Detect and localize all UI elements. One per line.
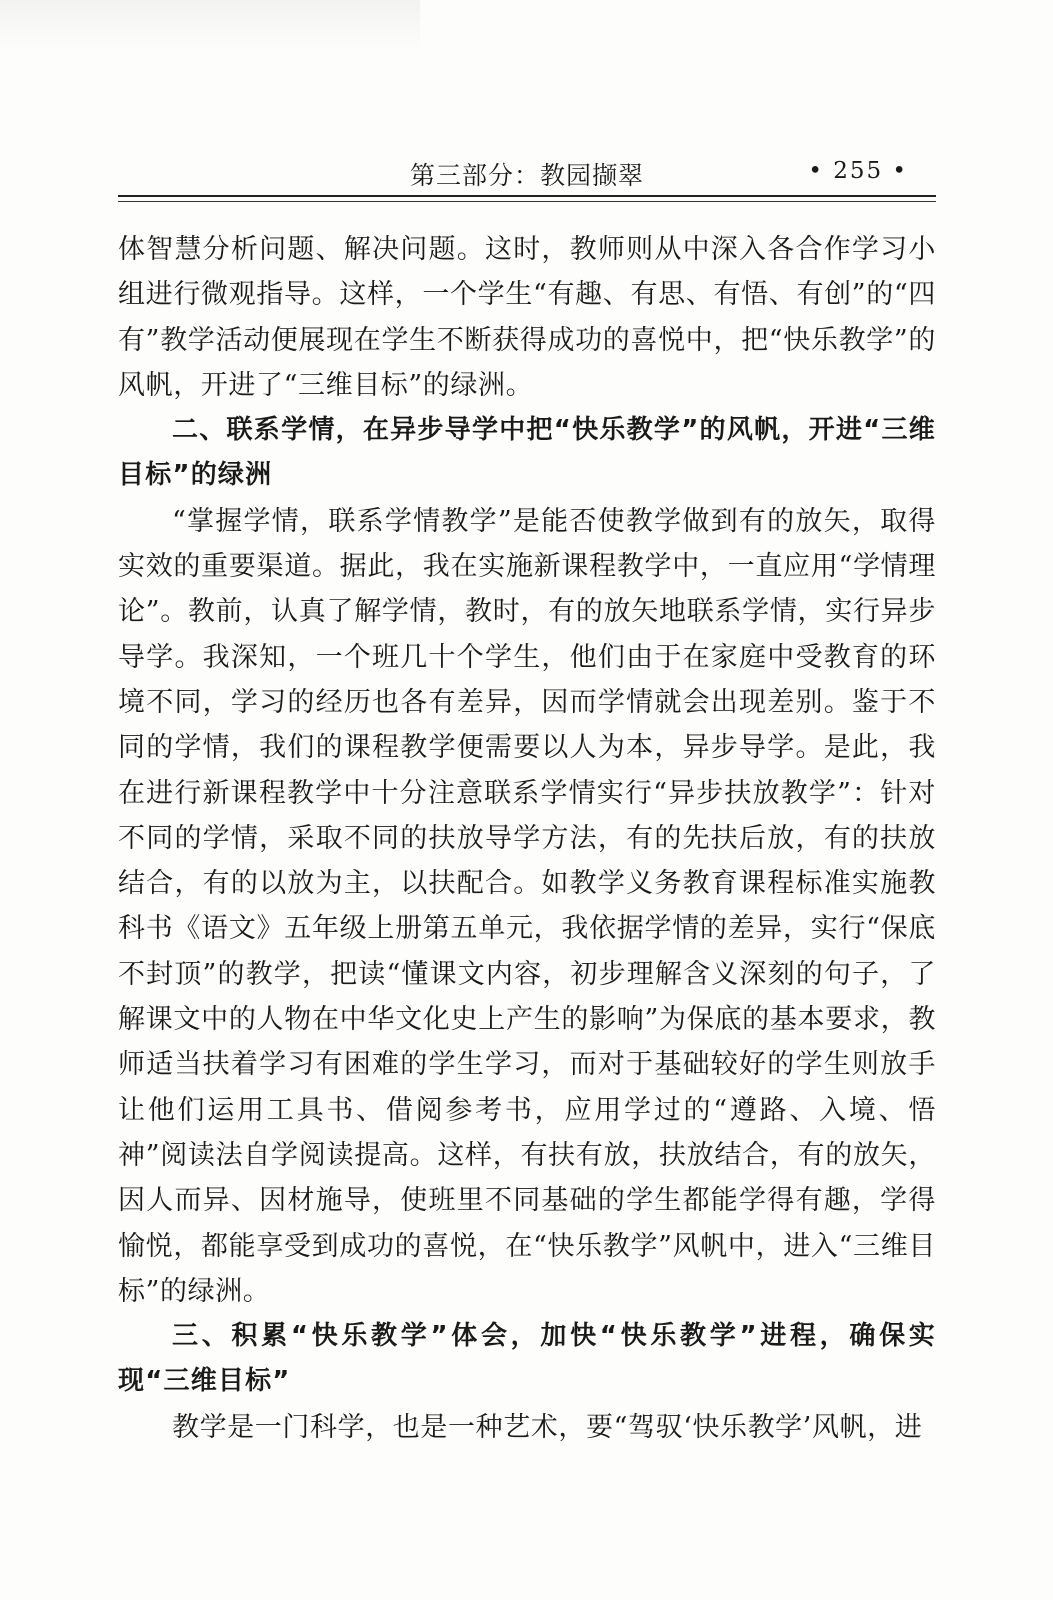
body-text bbox=[118, 227, 936, 1450]
paragraph-section-3: 教学是一门科学，也是一种艺术，要“驾驭‘快乐教学’风帆，进 bbox=[172, 1411, 923, 1443]
paragraph-continued: 体智慧分析问题、解决问题。这时，教师则从中深入各合作学习小组进行微观指导。这样，一个学生“有趣、有思、有悟、有创”的“四有”教学活动便展现在学生不断获得成功的喜悦中，把“快乐教学”的风帆，开进了“三维目标”的绿洲。 bbox=[118, 234, 936, 401]
paragraph-section-2: “掌握学情，联系学情教学”是能否使教学做到有的放矢，取得实效的重要渠道。据此，我在实施新课程教学中，一直应用“学情理论”。教前，认真了解学情，教时，有的放矢地联系学情，实行异步导学。我深知，一个班几十个学生，他们由于在家庭中受教育的环境不同，学习的经历也各有差异，因而学情就会出现差别。鉴于不同的学情，我们的课程教学便需要以人为本，异步导学。是此，我在进行新课程教学中十分注意联系学情实行“异步扶放教学”：针对不同的学情，采取不同的扶放导学方法，有的先扶后放，有的扶放结合，有的以放为主，以扶配合。如教学义务教育课程标准实施教科书《语文》五年级上册第五单元，我依据学情的差异，实行“保底不封顶”的教学，把读“懂课文内容，初步理解含义深刻的句子，了解课文中的人物在中华文化史上产生的影响”为保底的基本要求，教师适当扶着学习有困难的学生学习，而对于基础较好的学生则放手让他们运用工具书、借阅参考书，应用学过的“遵路、入境、悟神”阅读法自学阅读提高。这样，有扶有放，扶放结合，有的放矢，因人而异、因材施导，使班里不同基础的学生都能学得有趣，学得愉悦，都能享受到成功的喜悦，在“快乐教学”风帆中，进入“三维目标”的绿洲。 bbox=[118, 505, 936, 1307]
running-header bbox=[118, 152, 936, 192]
page-number: • 255 • bbox=[808, 158, 908, 184]
scan-edge-shading bbox=[0, 0, 420, 50]
section-title: 第三部分：教园撷翠 bbox=[409, 161, 644, 190]
section-heading-3: 三、积累“快乐教学”体会，加快“快乐教学”进程，确保实现“三维目标” bbox=[118, 1321, 936, 1397]
section-heading-2: 二、联系学情，在异步导学中把“快乐教学”的风帆，开进“三维目标”的绿洲 bbox=[118, 415, 936, 491]
header-rule-thick bbox=[118, 195, 936, 197]
header-rule-thin bbox=[118, 201, 936, 202]
